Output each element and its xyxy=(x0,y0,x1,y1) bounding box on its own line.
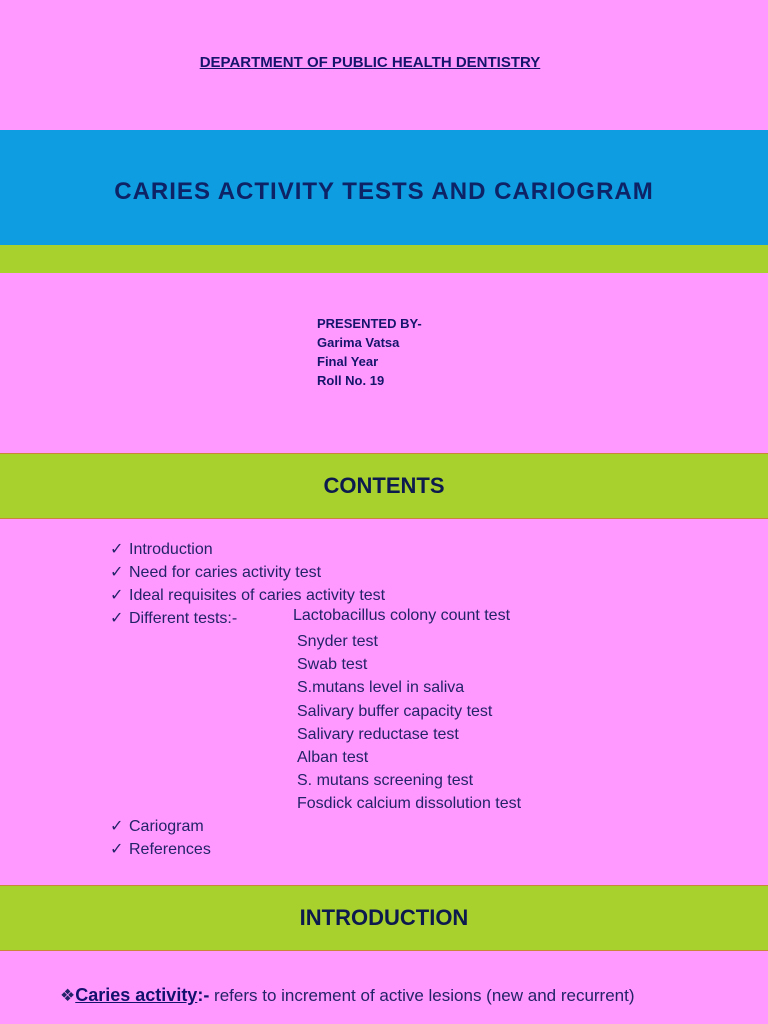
test-item: Snyder test xyxy=(297,633,378,650)
presenter-name: Garima Vatsa xyxy=(317,335,400,350)
list-item-label: References xyxy=(129,841,211,858)
slide-title: CARIES ACTIVITY TESTS AND CARIOGRAM xyxy=(114,178,654,205)
diamond-bullet-icon: ❖ xyxy=(60,986,76,1005)
presenter-roll: Roll No. 19 xyxy=(317,373,385,388)
test-item: Salivary reductase test xyxy=(297,725,459,743)
list-item-label: Different tests:- xyxy=(129,610,238,627)
list-item xyxy=(110,561,385,584)
test-item: S. mutans screening test xyxy=(297,772,474,790)
list-item xyxy=(110,838,385,861)
tests-sublist xyxy=(297,630,521,816)
test-item: S.mutans level in saliva xyxy=(297,679,465,697)
check-icon: ✓ xyxy=(110,587,124,604)
presenter-block xyxy=(317,314,422,390)
introduction-definition-text: refers to increment of active lesions (new and recurrent) xyxy=(209,986,635,1005)
introduction-heading-bar xyxy=(0,885,768,951)
presenter-label: PRESENTED BY- xyxy=(317,316,422,331)
check-icon: ✓ xyxy=(110,610,124,627)
list-item-label: Ideal requisites of caries activity test xyxy=(129,587,386,604)
list-item-label: Introduction xyxy=(129,541,213,558)
department-heading: DEPARTMENT OF PUBLIC HEALTH DENTISTRY xyxy=(199,54,541,71)
introduction-definition xyxy=(60,985,635,1006)
accent-band xyxy=(0,245,768,273)
introduction-heading: INTRODUCTION xyxy=(299,905,469,930)
contents-heading: CONTENTS xyxy=(323,473,445,498)
list-item xyxy=(110,584,385,607)
check-icon: ✓ xyxy=(110,841,124,858)
test-item: Fosdick calcium dissolution test xyxy=(297,795,522,813)
check-icon: ✓ xyxy=(110,818,124,835)
test-item: Swab test xyxy=(297,656,368,674)
contents-heading-bar xyxy=(0,453,768,519)
list-item xyxy=(110,815,385,838)
test-item: Alban test xyxy=(297,749,369,767)
test-item: Lactobacillus colony count test xyxy=(293,607,511,624)
presenter-year: Final Year xyxy=(317,354,379,369)
check-icon: ✓ xyxy=(110,564,124,581)
list-item-label: Need for caries activity test xyxy=(129,564,322,581)
introduction-separator: :- xyxy=(197,985,210,1005)
test-item: Salivary buffer capacity test xyxy=(297,702,493,720)
list-item-label: Cariogram xyxy=(129,818,204,835)
check-icon: ✓ xyxy=(110,541,124,558)
introduction-term: Caries activity xyxy=(75,985,198,1005)
list-item xyxy=(110,538,385,561)
